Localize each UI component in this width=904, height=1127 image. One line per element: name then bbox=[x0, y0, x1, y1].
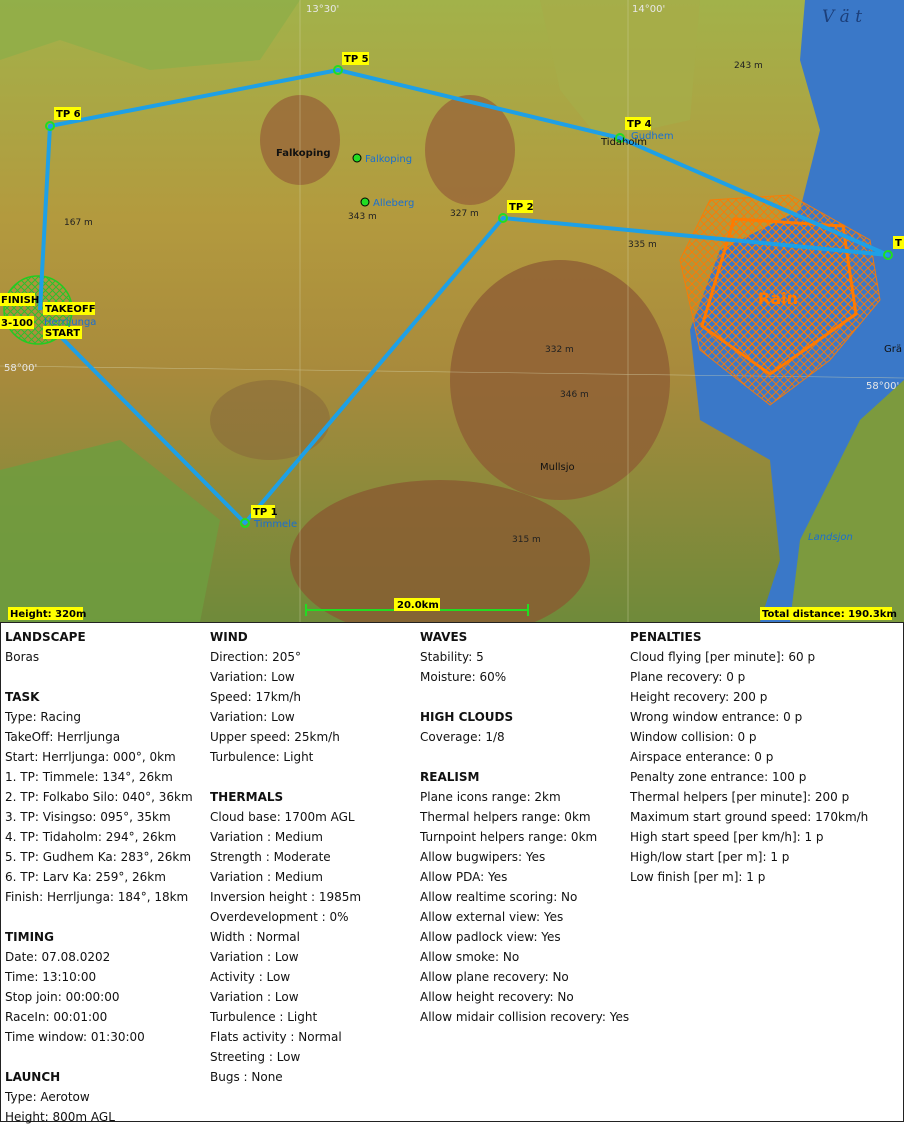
takeoff-label: TAKEOFF bbox=[45, 304, 96, 315]
info-line: Turbulence: Light bbox=[210, 750, 314, 764]
info-line: Allow bugwipers: Yes bbox=[420, 850, 546, 864]
height-readout: Height: 320m bbox=[10, 609, 87, 620]
info-line: Strength : Moderate bbox=[210, 850, 331, 864]
info-line: Upper speed: 25km/h bbox=[210, 730, 340, 744]
info-line: Variation : Low bbox=[210, 990, 299, 1004]
info-line: Finish: Herrljunga: 184°, 18km bbox=[5, 890, 189, 904]
spacer bbox=[5, 667, 193, 687]
place-label: Falkoping bbox=[276, 148, 331, 159]
hill-area bbox=[210, 380, 330, 460]
info-line: Width : Normal bbox=[210, 930, 300, 944]
scale-label: 20.0km bbox=[397, 600, 439, 611]
info-line: 6. TP: Larv Ka: 259°, 26km bbox=[5, 870, 166, 884]
info-column-1 bbox=[5, 627, 193, 1127]
info-line: Low finish [per m]: 1 p bbox=[630, 870, 766, 884]
info-line: Allow PDA: Yes bbox=[420, 870, 508, 884]
place-label: Grä bbox=[884, 344, 902, 355]
spacer bbox=[210, 767, 361, 787]
section-heading: REALISM bbox=[420, 770, 480, 784]
info-line: Thermal helpers range: 0km bbox=[420, 810, 591, 824]
info-line: Overdevelopment : 0% bbox=[210, 910, 349, 924]
elevation-label: 315 m bbox=[512, 535, 541, 545]
runway-label: 3-100 bbox=[1, 318, 33, 329]
info-line: Coverage: 1/8 bbox=[420, 730, 505, 744]
info-line: Airspace enterance: 0 p bbox=[630, 750, 774, 764]
info-line: Plane recovery: 0 p bbox=[630, 670, 746, 684]
airfield-marker bbox=[353, 154, 361, 162]
info-line: Thermal helpers [per minute]: 200 p bbox=[630, 790, 850, 804]
info-line: 1. TP: Timmele: 134°, 26km bbox=[5, 770, 173, 784]
place-label: Alleberg bbox=[373, 198, 415, 209]
info-line: Type: Aerotow bbox=[5, 1090, 90, 1104]
info-line: Height: 800m AGL bbox=[5, 1110, 115, 1124]
info-line: High start speed [per km/h]: 1 p bbox=[630, 830, 824, 844]
info-line: Streeting : Low bbox=[210, 1050, 301, 1064]
section-heading: PENALTIES bbox=[630, 630, 702, 644]
info-line: Cloud flying [per minute]: 60 p bbox=[630, 650, 816, 664]
tp6-label: TP 6 bbox=[56, 109, 81, 120]
info-line: Maximum start ground speed: 170km/h bbox=[630, 810, 869, 824]
info-line: Moisture: 60% bbox=[420, 670, 507, 684]
coord-label: 58°00' bbox=[4, 363, 38, 374]
info-line: Speed: 17km/h bbox=[210, 690, 302, 704]
info-line: Bugs : None bbox=[210, 1070, 283, 1084]
elevation-label: 343 m bbox=[348, 212, 377, 222]
tp5-label: TP 5 bbox=[344, 54, 369, 65]
info-line: Time window: 01:30:00 bbox=[5, 1030, 145, 1044]
hill-area bbox=[425, 95, 515, 205]
info-line: High/low start [per m]: 1 p bbox=[630, 850, 790, 864]
info-line: Variation: Low bbox=[210, 710, 295, 724]
info-line: Window collision: 0 p bbox=[630, 730, 757, 744]
section-heading: TIMING bbox=[5, 930, 54, 944]
section-heading: WIND bbox=[210, 630, 248, 644]
place-label: Herrljunga bbox=[44, 317, 97, 328]
info-line: Date: 07.08.0202 bbox=[5, 950, 111, 964]
info-column-3 bbox=[420, 627, 629, 1027]
elevation-label: 327 m bbox=[450, 209, 479, 219]
info-line: Variation : Medium bbox=[210, 830, 323, 844]
info-line: Direction: 205° bbox=[210, 650, 301, 664]
place-label: Mullsjo bbox=[540, 462, 575, 473]
tp3-label: T bbox=[895, 238, 902, 249]
task-info-panel bbox=[0, 622, 904, 1122]
info-line: Allow height recovery: No bbox=[420, 990, 574, 1004]
place-label: Timmele bbox=[254, 519, 298, 530]
info-line: 3. TP: Visingso: 095°, 35km bbox=[5, 810, 171, 824]
info-line: 4. TP: Tidaholm: 294°, 26km bbox=[5, 830, 177, 844]
place-label: Landsjon bbox=[808, 532, 853, 543]
info-line: Allow external view: Yes bbox=[420, 910, 564, 924]
info-line: Variation: Low bbox=[210, 670, 295, 684]
info-line: Variation : Low bbox=[210, 950, 299, 964]
coord-label: 13°30' bbox=[306, 4, 340, 15]
start-label: START bbox=[45, 328, 81, 339]
info-column-2 bbox=[210, 627, 361, 1087]
spacer bbox=[5, 907, 193, 927]
info-line: Type: Racing bbox=[5, 710, 82, 724]
info-line: 2. TP: Folkabo Silo: 040°, 36km bbox=[5, 790, 193, 804]
info-line: Time: 13:10:00 bbox=[5, 970, 97, 984]
rain-label: Rain bbox=[758, 289, 798, 308]
info-column-4 bbox=[630, 627, 868, 887]
info-line: Activity : Low bbox=[210, 970, 291, 984]
water-label: V ä t bbox=[822, 7, 863, 27]
elevation-label: 346 m bbox=[560, 390, 589, 400]
spacer bbox=[420, 687, 629, 707]
section-heading: THERMALS bbox=[210, 790, 284, 804]
spacer bbox=[5, 1047, 193, 1067]
section-heading: LAUNCH bbox=[5, 1070, 61, 1084]
info-line: Stop join: 00:00:00 bbox=[5, 990, 120, 1004]
info-line: Flats activity : Normal bbox=[210, 1030, 342, 1044]
elevation-label: 332 m bbox=[545, 345, 574, 355]
elevation-label: 335 m bbox=[628, 240, 657, 250]
info-line: Allow midair collision recovery: Yes bbox=[420, 1010, 630, 1024]
info-line: Inversion height : 1985m bbox=[210, 890, 362, 904]
section-heading: LANDSCAPE bbox=[5, 630, 86, 644]
info-line: Start: Herrljunga: 000°, 0km bbox=[5, 750, 176, 764]
info-line: Allow plane recovery: No bbox=[420, 970, 569, 984]
place-label: Falkoping bbox=[365, 154, 413, 165]
elevation-label: 243 m bbox=[734, 61, 763, 71]
info-line: RaceIn: 00:01:00 bbox=[5, 1010, 108, 1024]
place-label: Gudhem bbox=[631, 131, 674, 142]
info-line: Allow smoke: No bbox=[420, 950, 520, 964]
info-line: Variation : Medium bbox=[210, 870, 323, 884]
spacer bbox=[420, 747, 629, 767]
info-line: Allow padlock view: Yes bbox=[420, 930, 561, 944]
info-line: Turnpoint helpers range: 0km bbox=[420, 830, 598, 844]
info-line: TakeOff: Herrljunga bbox=[5, 730, 121, 744]
section-heading: WAVES bbox=[420, 630, 468, 644]
tp1-label: TP 1 bbox=[253, 507, 278, 518]
coord-label: 58°00' bbox=[866, 381, 900, 392]
info-line: Wrong window entrance: 0 p bbox=[630, 710, 803, 724]
elevation-label: 167 m bbox=[64, 218, 93, 228]
info-line: 5. TP: Gudhem Ka: 283°, 26km bbox=[5, 850, 192, 864]
info-line: Plane icons range: 2km bbox=[420, 790, 561, 804]
info-line: Turbulence : Light bbox=[210, 1010, 318, 1024]
tp4-label: TP 4 bbox=[627, 119, 652, 130]
section-heading: HIGH CLOUDS bbox=[420, 710, 514, 724]
place-label: Tidaholm bbox=[601, 137, 648, 148]
info-line: Height recovery: 200 p bbox=[630, 690, 768, 704]
info-line: Allow realtime scoring: No bbox=[420, 890, 578, 904]
info-line: Boras bbox=[5, 650, 40, 664]
tp2-label: TP 2 bbox=[509, 202, 534, 213]
section-heading: TASK bbox=[5, 690, 40, 704]
info-line: Stability: 5 bbox=[420, 650, 484, 664]
info-line: Cloud base: 1700m AGL bbox=[210, 810, 355, 824]
coord-label: 14°00' bbox=[632, 4, 666, 15]
total-distance-readout: Total distance: 190.3km bbox=[762, 609, 897, 620]
info-line: Penalty zone entrance: 100 p bbox=[630, 770, 807, 784]
finish-label: FINISH bbox=[1, 295, 40, 306]
airfield-marker bbox=[361, 198, 369, 206]
